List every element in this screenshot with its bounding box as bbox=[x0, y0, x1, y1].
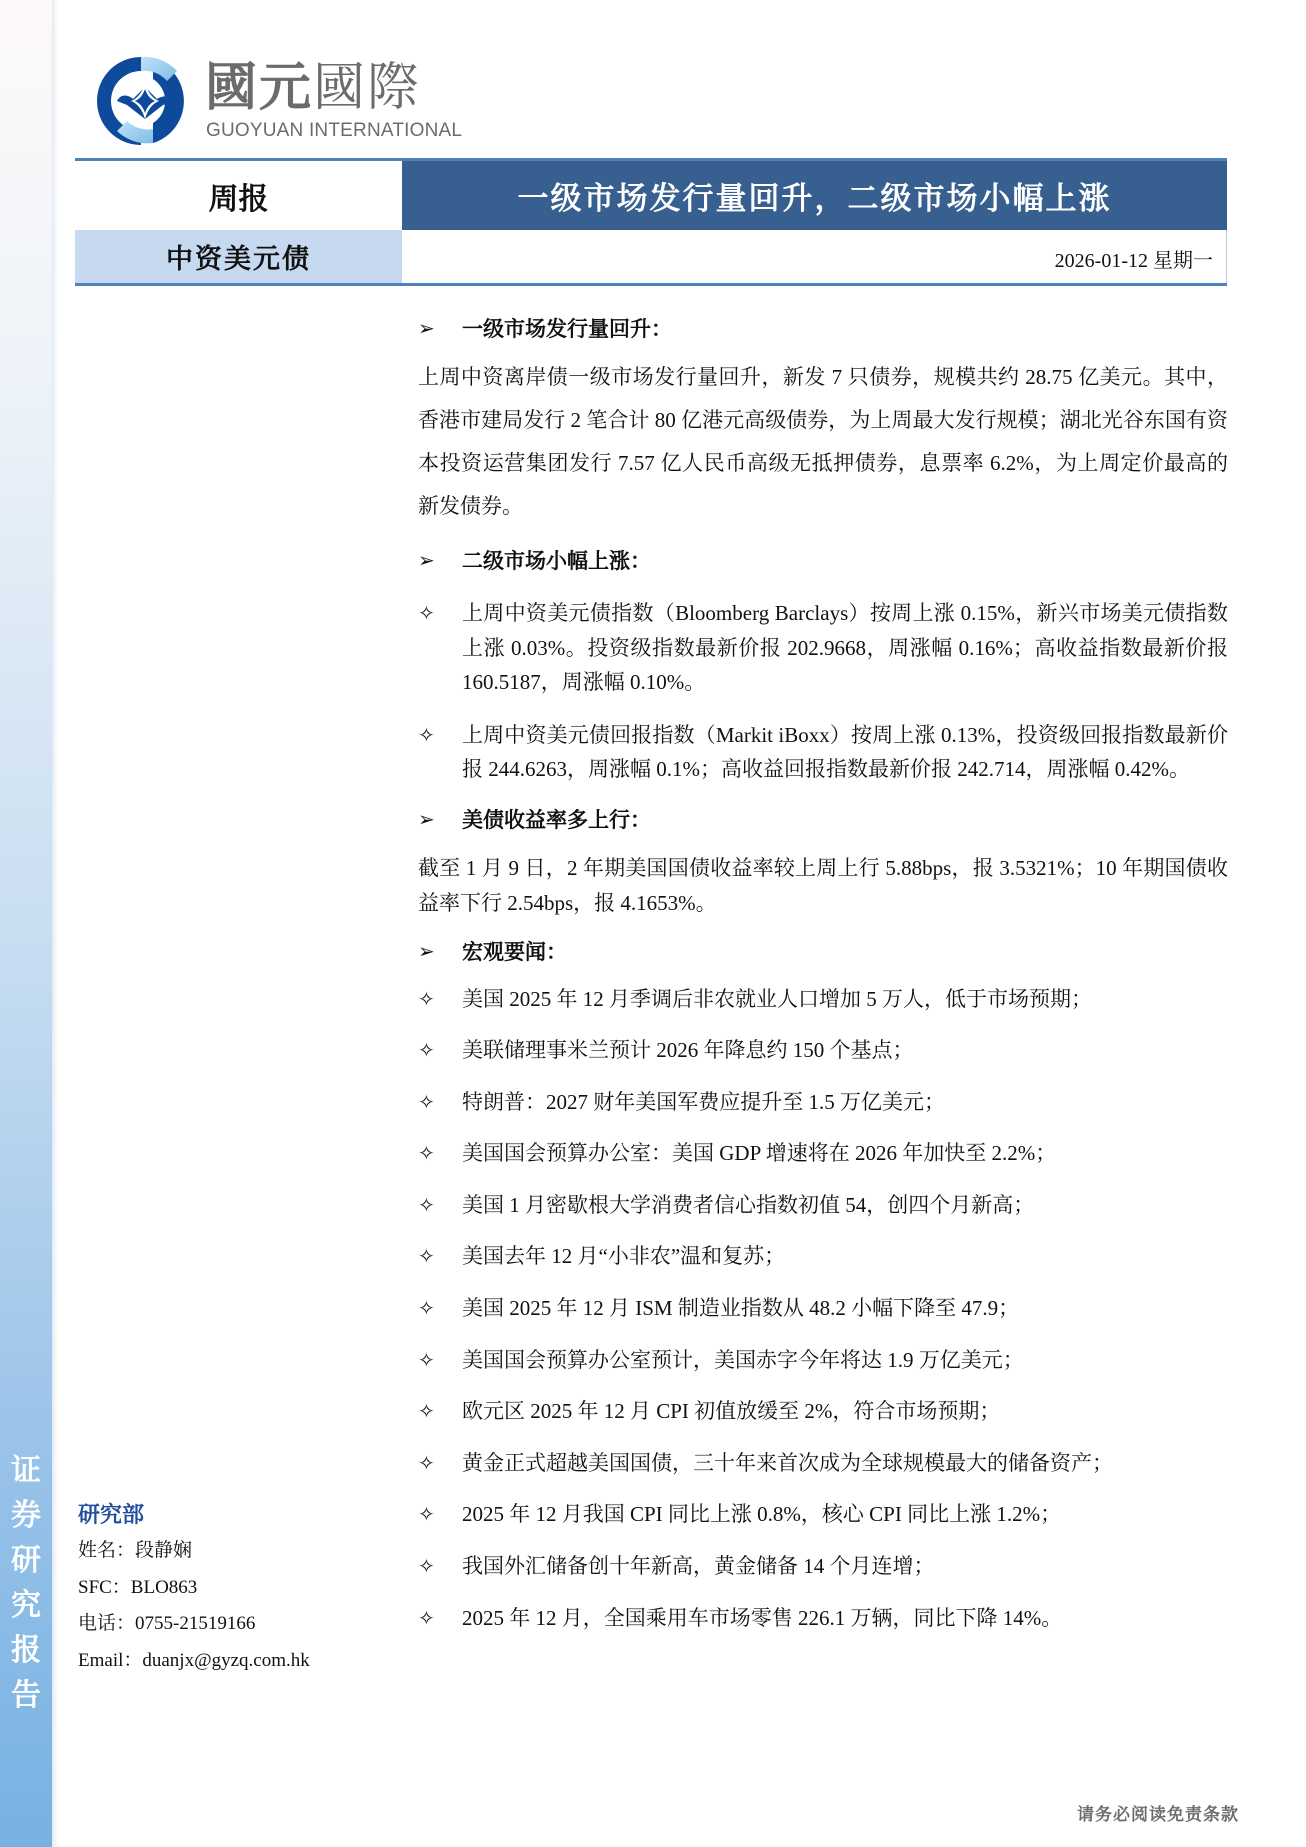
diamond-bullet-icon: ✧ bbox=[418, 986, 435, 1011]
list-item-text: 我国外汇储备创十年新高，黄金储备 14 个月连增； bbox=[462, 1554, 935, 1579]
list-item bbox=[418, 1391, 1228, 1443]
diamond-bullet-icon: ✧ bbox=[418, 722, 435, 747]
section-paragraph: 上周中资离岸债一级市场发行量回升，新发 7 只债券，规模共约 28.75 亿美元。其中，香港市建局发行 2 笔合计 80 亿港元高级债券，为上周最大发行规模；湖北光谷东国有资本投资运营集团发行 7.57 亿人民币高级无抵押债券，息票率 6.2%，为上周定价最高的新发债券。 bbox=[418, 365, 1228, 518]
section-paragraph: 截至 1 月 9 日，2 年期美国国债收益率较上周上行 5.88bps，报 3.5321%；10 年期国债收益率下行 2.54bps，报 4.1653%。 bbox=[418, 855, 1228, 915]
disclaimer-notice: 请务必阅读免责条款 bbox=[1077, 1805, 1239, 1825]
diamond-bullet-icon: ✧ bbox=[418, 1141, 435, 1166]
list-item-text: 美国 2025 年 12 月季调后非农就业人口增加 5 万人，低于市场预期； bbox=[462, 986, 1092, 1011]
list-item-text: 美国 1 月密歇根大学消费者信心指数初值 54，创四个月新高； bbox=[462, 1192, 1035, 1217]
diamond-bullet-icon: ✧ bbox=[418, 601, 435, 625]
arrow-marker-icon: ➢ bbox=[418, 938, 435, 963]
list-item bbox=[418, 718, 1228, 787]
vertical-char: 券 bbox=[11, 1498, 41, 1533]
diamond-bullet-icon: ✧ bbox=[418, 1554, 435, 1579]
list-item-text: 欧元区 2025 年 12 月 CPI 初值放缓至 2%，符合市场预期； bbox=[462, 1399, 1001, 1424]
report-date: 2026-01-12 星期一 bbox=[1054, 250, 1213, 272]
analyst-email[interactable]: Email：duanjx@gyzq.com.hk bbox=[78, 1649, 310, 1671]
macro-news-list bbox=[418, 979, 1228, 1650]
section-heading-secondary-market bbox=[418, 538, 1228, 582]
vertical-char: 研 bbox=[11, 1543, 41, 1578]
list-item-text: 美国去年 12 月“小非农”温和复苏； bbox=[462, 1244, 786, 1269]
brand-name-cn-light: 國際 bbox=[313, 58, 422, 118]
sidebar-shadow bbox=[52, 0, 58, 1847]
list-item bbox=[418, 1030, 1228, 1082]
brand-name-cn bbox=[205, 58, 421, 118]
brand-name-en: GUOYUAN INTERNATIONAL bbox=[206, 120, 463, 141]
report-body bbox=[418, 300, 1228, 1649]
diamond-bullet-icon: ✧ bbox=[418, 1450, 435, 1475]
list-item bbox=[418, 1340, 1228, 1392]
report-title: 一级市场发行量回升，二级市场小幅上涨 bbox=[402, 161, 1227, 230]
list-item-text: 美国国会预算办公室：美国 GDP 增速将在 2026 年加快至 2.2%； bbox=[462, 1141, 1057, 1166]
list-item bbox=[418, 1288, 1228, 1340]
list-item-text: 上周中资美元债指数（Bloomberg Barclays）按周上涨 0.15%，新兴市场美元债指数上涨 0.03%。投资级指数最新价报 202.9668，周涨幅 0.16%；高收益指数最新价报 160.5187，周涨幅 0.10%。 bbox=[462, 601, 1228, 694]
analyst-sfc: SFC：BLO863 bbox=[78, 1576, 198, 1598]
arrow-marker-icon: ➢ bbox=[418, 316, 435, 340]
section-heading-text: 宏观要闻： bbox=[462, 938, 567, 964]
list-item bbox=[418, 1133, 1228, 1185]
list-item-text: 美联储理事米兰预计 2026 年降息约 150 个基点； bbox=[462, 1038, 914, 1063]
diamond-bullet-icon: ✧ bbox=[418, 1502, 435, 1527]
list-item bbox=[418, 1185, 1228, 1237]
list-item-text: 美国 2025 年 12 月 ISM 制造业指数从 48.2 小幅下降至 47.9； bbox=[462, 1296, 1020, 1321]
date-cell bbox=[402, 230, 1227, 283]
report-type: 周报 bbox=[208, 181, 269, 217]
department-label: 研究部 bbox=[78, 1502, 145, 1528]
list-item bbox=[418, 1236, 1228, 1288]
list-item-text: 美国国会预算办公室预计，美国赤字今年将达 1.9 万亿美元； bbox=[462, 1347, 1024, 1372]
list-item-text: 2025 年 12 月，全国乘用车市场零售 226.1 万辆，同比下降 14%。 bbox=[462, 1605, 1063, 1630]
vertical-char: 证 bbox=[11, 1453, 41, 1488]
section-heading-text: 二级市场小幅上涨： bbox=[462, 548, 651, 573]
section-heading-text: 一级市场发行量回升： bbox=[462, 316, 672, 341]
analyst-contact bbox=[78, 1497, 310, 1679]
list-item bbox=[418, 1494, 1228, 1546]
list-item bbox=[418, 1546, 1228, 1598]
report-category: 中资美元债 bbox=[75, 230, 402, 283]
list-item bbox=[418, 979, 1228, 1031]
diamond-bullet-icon: ✧ bbox=[418, 1347, 435, 1372]
list-item-text: 特朗普：2027 财年美国军费应提升至 1.5 万亿美元； bbox=[462, 1089, 945, 1114]
section-heading-macro-news bbox=[418, 929, 1228, 973]
diamond-bullet-icon: ✧ bbox=[418, 1089, 435, 1114]
arrow-marker-icon: ➢ bbox=[418, 806, 435, 831]
diamond-bullet-icon: ✧ bbox=[418, 1605, 435, 1630]
analyst-phone: 电话：0755-21519166 bbox=[78, 1613, 256, 1634]
diamond-bullet-icon: ✧ bbox=[418, 1296, 435, 1321]
section-heading-primary-market bbox=[418, 306, 1228, 350]
analyst-name: 姓名：段静娴 bbox=[78, 1540, 193, 1561]
list-item-text: 上周中资美元债回报指数（Markit iBoxx）按周上涨 0.13%，投资级回报指数最新价报 244.6263，周涨幅 0.1%；高收益回报指数最新价报 242.714，周涨幅 0.42%。 bbox=[462, 722, 1228, 781]
list-item bbox=[418, 1443, 1228, 1495]
list-item bbox=[418, 596, 1228, 700]
guoyuan-logo-icon bbox=[97, 53, 193, 149]
header-bottom-rule bbox=[75, 283, 1227, 286]
diamond-bullet-icon: ✧ bbox=[418, 1038, 435, 1063]
list-item bbox=[418, 1598, 1228, 1650]
vertical-char: 究 bbox=[11, 1588, 41, 1623]
list-item-text: 黄金正式超越美国国债，三十年来首次成为全球规模最大的储备资产； bbox=[462, 1450, 1113, 1475]
diamond-bullet-icon: ✧ bbox=[418, 1399, 435, 1424]
brand-name-cn-bold: 國元 bbox=[205, 58, 314, 118]
diamond-bullet-icon: ✧ bbox=[418, 1192, 435, 1217]
diamond-bullet-icon: ✧ bbox=[418, 1244, 435, 1269]
section-heading-us-treasury bbox=[418, 797, 1228, 841]
vertical-label bbox=[6, 1448, 46, 1718]
vertical-char: 告 bbox=[11, 1678, 41, 1713]
list-item-text: 2025 年 12 月我国 CPI 同比上涨 0.8%，核心 CPI 同比上涨 1.2%； bbox=[462, 1502, 1062, 1527]
arrow-marker-icon: ➢ bbox=[418, 548, 435, 572]
vertical-char: 报 bbox=[11, 1633, 41, 1668]
list-item bbox=[418, 1082, 1228, 1134]
section-heading-text: 美债收益率多上行： bbox=[462, 806, 651, 832]
